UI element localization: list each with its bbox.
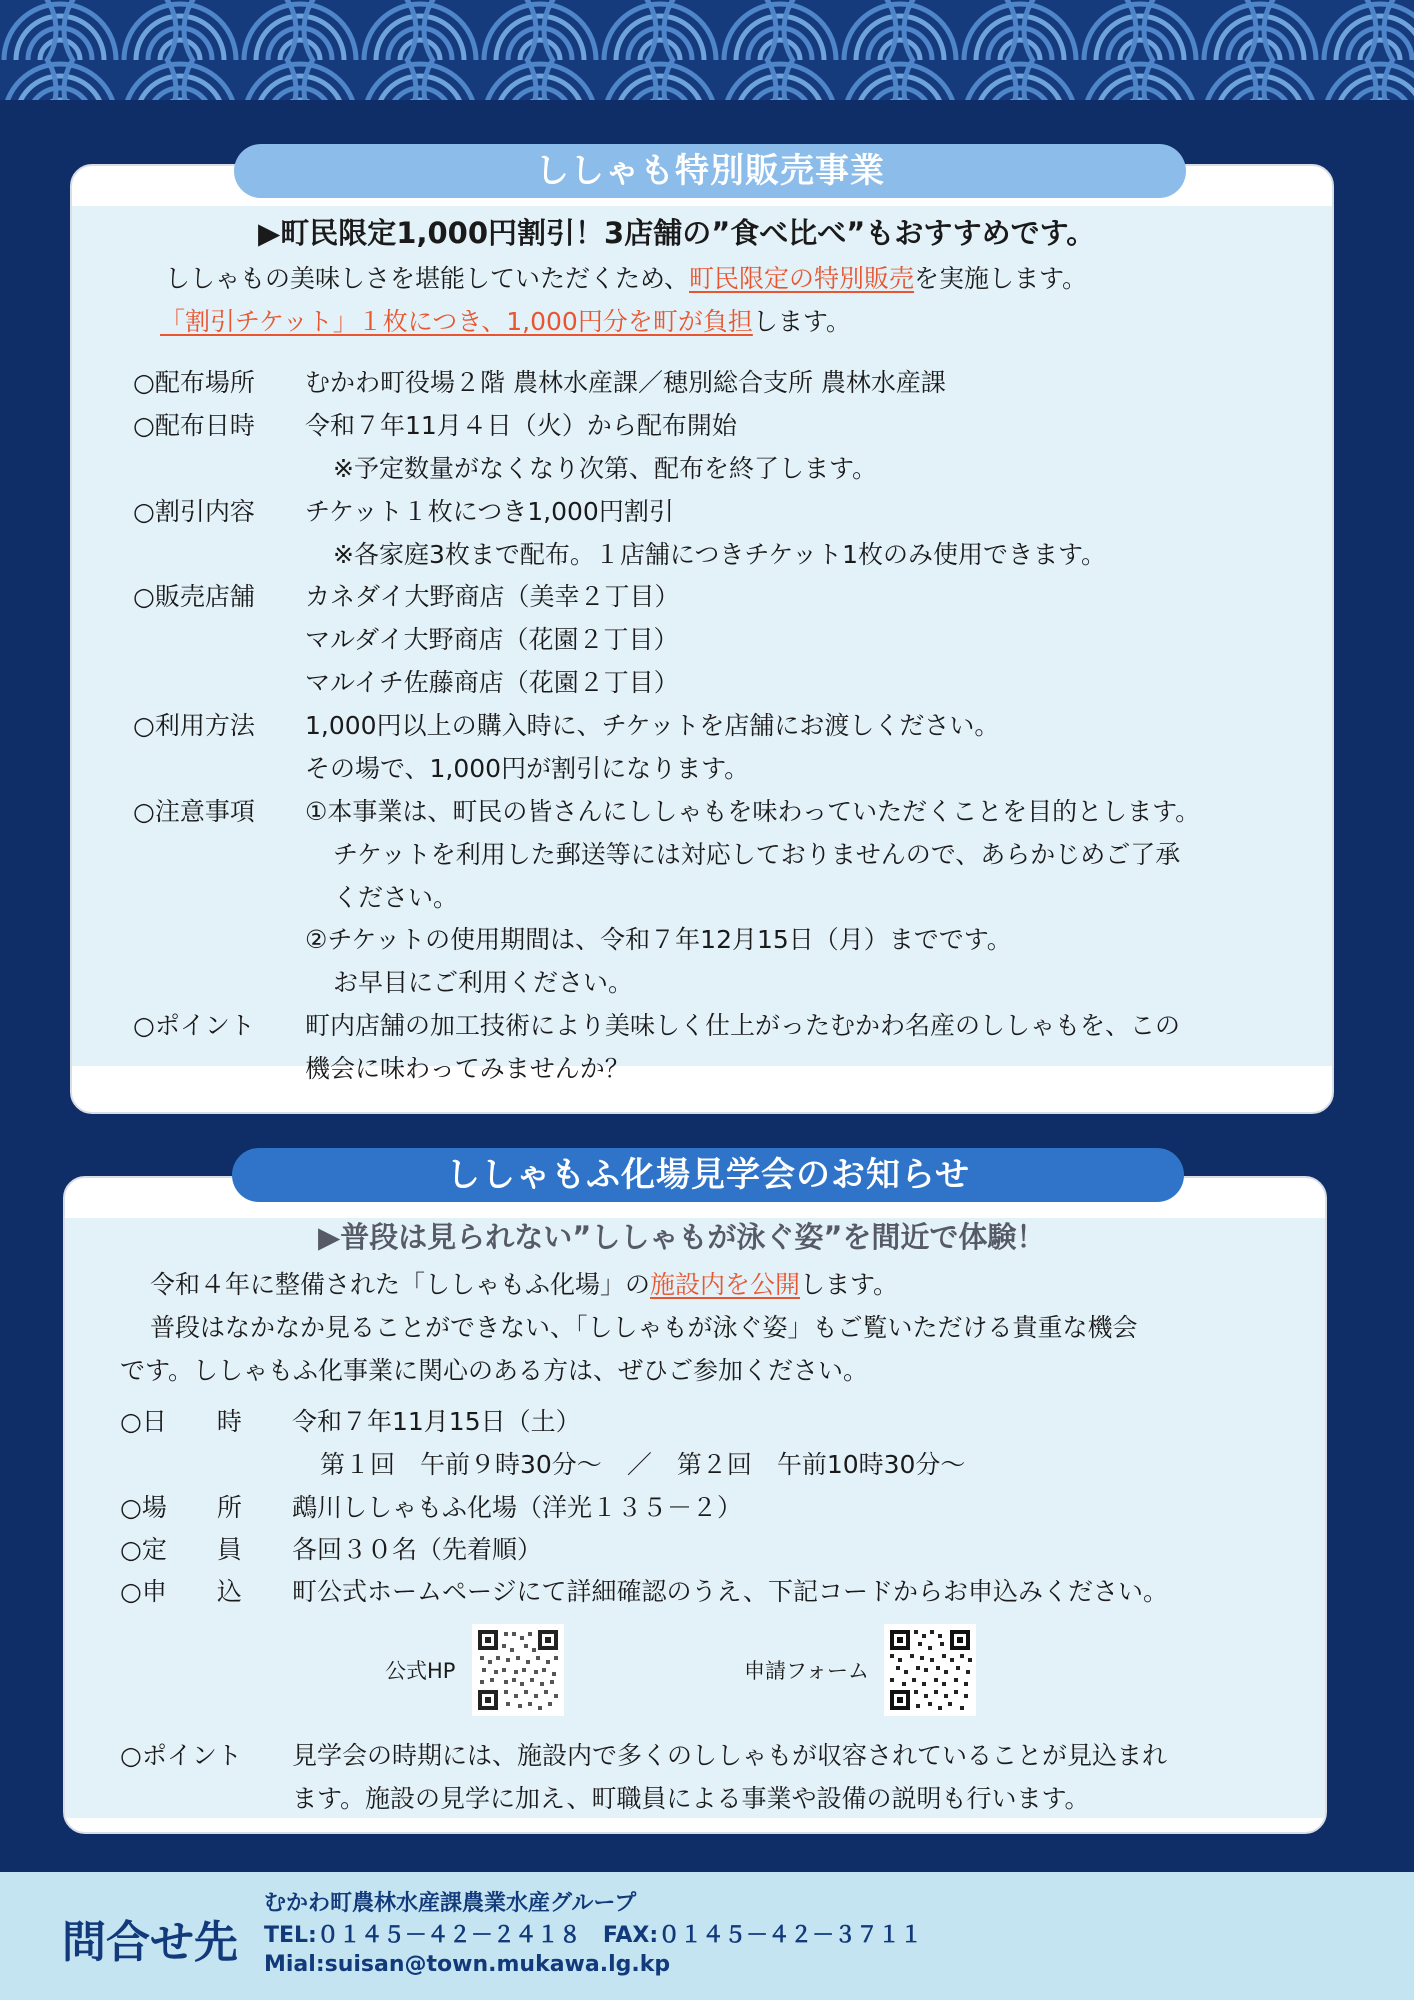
note-2-line-2: お早目にご利用ください。	[333, 968, 634, 997]
contact-footer	[0, 1872, 1414, 2000]
resident-only-sale-highlight: 町民限定の特別販売	[689, 264, 915, 293]
point-label: ○ポイント	[133, 1011, 255, 1040]
qr-code-icon	[472, 1624, 564, 1716]
hatchery-tour-intro-1	[150, 1268, 898, 1302]
qr-form-label: 申請フォーム	[744, 1659, 869, 1683]
special-sale-intro-2	[160, 305, 851, 339]
distribution-place-value: むかわ町役場２階 農林水産課／穂別総合支所 農林水産課	[305, 368, 946, 397]
note-2-line-1: ②チケットの使用期間は、令和７年12月15日（月）までです。	[305, 925, 1012, 954]
discount-value: チケット１枚につき1,000円割引	[305, 497, 674, 526]
note-1-line-3: ください。	[333, 883, 459, 912]
contact-title: 問合せ先	[62, 1917, 238, 1968]
tour-date-value: 令和７年11月15日（土）	[292, 1407, 581, 1436]
tour-point-line-1: 見学会の時期には、施設内で多くのししゃもが収容されていることが見込まれ	[292, 1741, 1168, 1770]
tour-intro1-text: 令和４年に整備された「ししゃもふ化場」の	[150, 1270, 651, 1299]
note-1-line-2: チケットを利用した郵送等には対応しておりませんので、あらかじめご了承	[333, 840, 1181, 869]
hatchery-tour-headline: ▶普段は見られない”ししゃもが泳ぐ姿”を間近で体験！	[318, 1220, 1046, 1254]
usage-line-2: その場で、1,000円が割引になります。	[305, 754, 750, 783]
note-1-line-1: ①本事業は、町民の皆さんにししゃもを味わっていただくことを目的とします。	[305, 797, 1201, 826]
point-line-1: 町内店舗の加工技術により美味しく仕上がったむかわ名産のししゃもを、この	[305, 1011, 1181, 1040]
qr-code-icon	[884, 1624, 976, 1716]
store-item: マルダイ大野商店（花園２丁目）	[305, 625, 679, 654]
tour-apply-label: ○申 込	[120, 1577, 242, 1606]
tour-point-label: ○ポイント	[120, 1741, 242, 1770]
notes-label: ○注意事項	[133, 797, 255, 826]
application-form-qr-code[interactable]	[884, 1624, 976, 1716]
distribution-date-label: ○配布日時	[133, 411, 255, 440]
tour-place-value: 鵡川ししゃもふ化場（洋光１３５－２）	[292, 1493, 743, 1522]
tour-capacity-value: 各回３０名（先着順）	[292, 1535, 543, 1564]
usage-label: ○利用方法	[133, 711, 255, 740]
store-item: カネダイ大野商店（美幸２丁目）	[305, 582, 680, 611]
contact-tel-fax: TEL:０１４５－４２－２４１８ FAX:０１４５－４２－３７１１	[264, 1923, 923, 1948]
wave-pattern-decoration	[0, 0, 1414, 100]
official-hp-qr-code[interactable]	[472, 1624, 564, 1716]
intro1-text-end: を実施します。	[914, 264, 1088, 293]
tour-intro1-text-end: します。	[800, 1270, 899, 1299]
distribution-date-note: ※予定数量がなくなり次第、配布を終了します。	[333, 454, 877, 483]
usage-line-1: 1,000円以上の購入時に、チケットを店舗にお渡しください。	[305, 711, 1000, 740]
hatchery-tour-intro-3: です。ししゃもふ化事業に関心のある方は、ぜひご参加ください。	[120, 1356, 869, 1385]
discount-label: ○割引内容	[133, 497, 255, 526]
hatchery-tour-intro-2: 普段はなかなか見ることができない、「ししゃもが泳ぐ姿」もご覧いただける貴重な機会	[150, 1313, 1138, 1342]
hatchery-tour-title: ししゃもふ化場見学会のお知らせ	[232, 1148, 1184, 1202]
tour-capacity-label: ○定 員	[120, 1535, 242, 1564]
distribution-date-value: 令和７年11月４日（火）から配布開始	[305, 411, 737, 440]
tour-point-line-2: ます。施設の見学に加え、町職員による事業や設備の説明も行います。	[292, 1784, 1090, 1813]
stores-label: ○販売店舗	[133, 582, 255, 611]
special-sale-headline: ▶町民限定1,000円割引！3店舗の”食べ比べ”もおすすめです。	[258, 216, 1096, 250]
intro2-text-end: します。	[752, 307, 851, 336]
tour-apply-value: 町公式ホームページにて詳細確認のうえ、下記コードからお申込みください。	[292, 1577, 1169, 1606]
distribution-place-label: ○配布場所	[133, 368, 255, 397]
tour-place-label: ○場 所	[120, 1493, 242, 1522]
special-sale-intro-1	[165, 262, 1087, 296]
point-line-2: 機会に味わってみませんか？	[305, 1054, 630, 1083]
discount-note: ※各家庭3枚まで配布。１店舗につきチケット1枚のみ使用できます。	[333, 540, 1107, 569]
contact-mail[interactable]: Mial:suisan@town.mukawa.lg.kp	[264, 1952, 671, 1977]
ticket-discount-highlight: 「割引チケット」１枚につき、1,000円分を町が負担	[160, 307, 753, 336]
facility-open-highlight: 施設内を公開	[650, 1270, 801, 1299]
tour-sessions: 第１回 午前９時30分～ ／ 第２回 午前10時30分～	[320, 1450, 966, 1479]
intro1-text: ししゃもの美味しさを堪能していただくため、	[165, 264, 690, 293]
special-sale-title: ししゃも特別販売事業	[234, 144, 1186, 198]
contact-department: むかわ町農林水産課農業水産グループ	[264, 1891, 637, 1916]
tour-date-label: ○日 時	[120, 1407, 242, 1436]
store-item: マルイチ佐藤商店（花園２丁目）	[305, 668, 679, 697]
qr-hp-label: 公式HP	[385, 1659, 456, 1683]
